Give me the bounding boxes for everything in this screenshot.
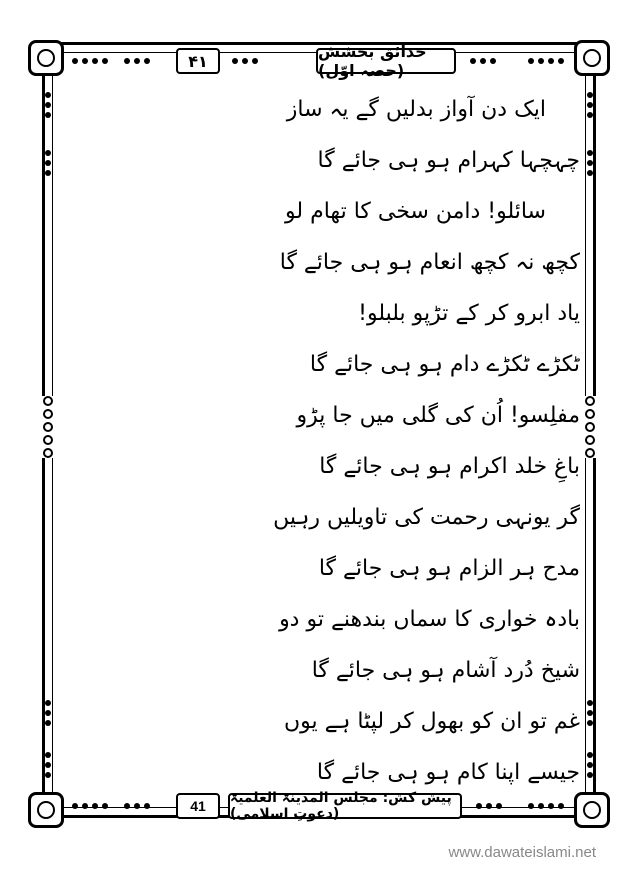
website-watermark: www.dawateislami.net <box>448 844 596 861</box>
verse-line: شیخ دُرد آشام ہو ہی جائے گا <box>311 658 580 683</box>
dots-ornament-icon <box>476 802 502 810</box>
dots-ornament-icon <box>44 752 52 778</box>
dots-ornament-icon <box>124 57 150 65</box>
side-ornament-icon <box>41 396 55 458</box>
verse-line: یاد ابرو کر کے تڑپو بلبلو! <box>358 301 580 326</box>
book-title: حدائق بخشش (حصہ اوّل) <box>316 48 456 74</box>
verse-line: مفلِسو! اُن کی گلی میں جا پڑو <box>296 403 580 428</box>
page-number-urdu: ۴۱ <box>176 48 220 74</box>
verse-line: چہچہا کہرام ہو ہی جائے گا <box>317 148 580 173</box>
dots-ornament-icon <box>72 802 108 810</box>
dots-ornament-icon <box>470 57 496 65</box>
verse-line: گر یونہی رحمت کی تاویلیں رہیں <box>273 505 580 530</box>
verse-line: ٹکڑے ٹکڑے دام ہو ہی جائے گا <box>309 352 580 377</box>
dots-ornament-icon <box>528 802 564 810</box>
verse-line: سائلو! دامن سخی کا تھام لو <box>285 199 546 224</box>
verse-line: جیسے اپنا کام ہو ہی جائے گا <box>316 760 580 785</box>
corner-ornament-icon <box>28 40 64 76</box>
dots-ornament-icon <box>586 700 594 726</box>
dots-ornament-icon <box>586 92 594 118</box>
corner-ornament-icon <box>574 40 610 76</box>
corner-ornament-icon <box>28 792 64 828</box>
verse-line: ایک دن آواز بدلیں گے یہ ساز <box>286 97 546 122</box>
verse-line: غم تو ان کو بھول کر لپٹا ہے یوں <box>283 709 580 734</box>
dots-ornament-icon <box>124 802 150 810</box>
dots-ornament-icon <box>232 57 258 65</box>
dots-ornament-icon <box>44 92 52 118</box>
verse-line: باغِ خلد اکرام ہو ہی جائے گا <box>319 454 580 479</box>
verse-line: کچھ نہ کچھ انعام ہو ہی جائے گا <box>279 250 580 275</box>
dots-ornament-icon <box>586 752 594 778</box>
poem-body <box>62 84 580 798</box>
dots-ornament-icon <box>44 700 52 726</box>
dots-ornament-icon <box>586 150 594 176</box>
verse-line: مدح ہر الزام ہو ہی جائے گا <box>318 556 580 581</box>
page-number: 41 <box>176 793 220 819</box>
dots-ornament-icon <box>528 57 564 65</box>
side-ornament-icon <box>583 396 597 458</box>
dots-ornament-icon <box>44 150 52 176</box>
verse-line: بادہ خواری کا سماں بندھنے تو دو <box>279 607 580 632</box>
dots-ornament-icon <box>72 57 108 65</box>
publisher-credit: پیش کش: مجلس المدینۃ العلمیۃ (دعوتِ اسلامی) <box>228 793 462 819</box>
